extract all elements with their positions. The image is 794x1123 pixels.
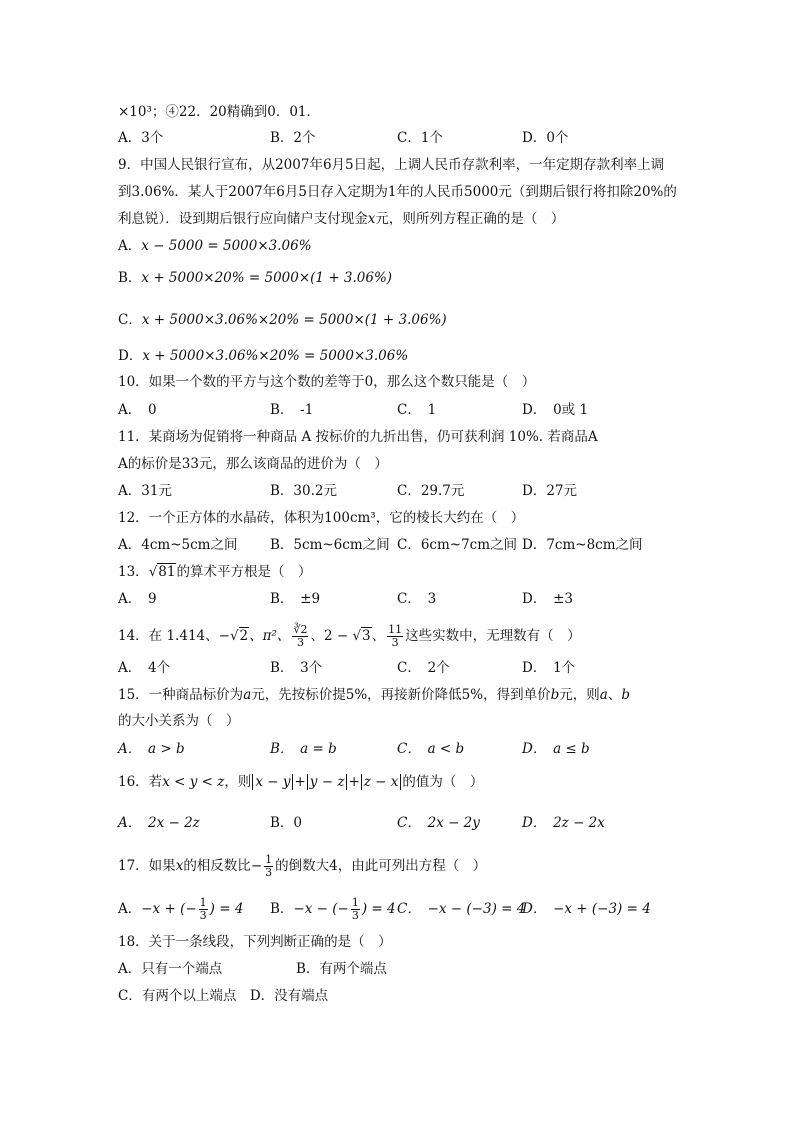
q11-option-d: D．27元 (522, 483, 578, 499)
q17-option-c: C． −x − (−3) = 4 (397, 901, 526, 917)
q17-option-a: A．−x + (− $\frac{1}{3}$ ) = 4 (118, 896, 244, 922)
q16-option-c: C． 2x − 2y (397, 815, 480, 831)
q14-option-a: A． 4个 (118, 660, 171, 676)
q14-stem: 14．在 1.414、−√2、π²、 $\frac{∛2}{3}$ 、2 − √3、 $\frac{11}{3}$ 这些实数中，无理数有（ ） (118, 623, 581, 649)
q10-option-b: B． -1 (270, 402, 314, 418)
q9-option-d: D．x + 5000×3.06%×20% = 5000×3.06% (118, 348, 409, 364)
q15-stem-line1: 15．一种商品标价为a元，先按标价提5%，再接新价降低5%，得到单价b元，则a、b (118, 687, 630, 703)
q10-stem: 10．如果一个数的平方与这个数的差等于0，那么这个数只能是（ ） (118, 374, 536, 390)
q16-options (118, 813, 718, 833)
q14-option-b: B． 3个 (270, 660, 323, 676)
q12-option-c: C．6cm~7cm之间 (397, 537, 518, 553)
q12-stem: 12．一个正方体的水晶砖，体积为100cm³，它的棱长大约在（ ） (118, 510, 525, 526)
q9-option-c: C．x + 5000×3.06%×20% = 5000×(1 + 3.06%) (118, 312, 447, 328)
q17-options (118, 893, 718, 925)
q14-cbrt-fraction: $\frac{∛2}{3}$ (293, 623, 308, 649)
q14-options (118, 658, 718, 678)
q13-option-a: A． 9 (118, 591, 157, 607)
q18-option-a: A．只有一个端点 (118, 961, 223, 977)
q18-options-cd: C．有两个以上端点 D．没有端点 (118, 988, 329, 1004)
q12-options (118, 535, 718, 555)
q10-options (118, 400, 718, 420)
q9-stem-line1: 9．中国人民银行宣布，从2007年6月5日起，上调人民币存款利率，一年定期存款利率上调 (118, 157, 665, 173)
q10-option-c: C． 1 (397, 402, 437, 418)
q18-stem: 18．关于一条线段，下列判断正确的是（ ） (118, 934, 392, 950)
q14-option-c: C． 2个 (397, 660, 450, 676)
q11-options (118, 481, 718, 501)
q13-option-b: B． ±9 (270, 591, 321, 607)
q16-option-a: A． 2x − 2z (118, 815, 200, 831)
q13-radicand: 81 (158, 564, 176, 580)
q13-stem: 13．√81的算术平方根是（ ） (118, 564, 312, 580)
q11-option-a: A．31元 (118, 483, 172, 499)
q12-option-a: A．4cm~5cm之间 (118, 537, 238, 553)
q8-option-b: B．2个 (270, 130, 316, 146)
q15-option-d: D． a ≤ b (522, 741, 590, 757)
sqrt-symbol: √ (148, 564, 158, 580)
q14-fraction: $\frac{11}{3}$ (388, 623, 403, 649)
q16-option-d: D． 2z − 2x (522, 815, 605, 831)
q17-option-b: B．−x − (− $\frac{1}{3}$ ) = 4 (270, 896, 396, 922)
q16-stem: 16．若x < y < z，则 x − y + y − z + z − x 的值为（ ） (118, 774, 484, 790)
q8-option-a: A．3个 (118, 130, 164, 146)
q15-option-c: C． a < b (397, 741, 465, 757)
q9-variable: x (367, 211, 376, 227)
q16-option-b: B．0 (270, 815, 303, 831)
q15-stem-line2: 的大小关系为（ ） (118, 713, 240, 729)
q11-option-b: B．30.2元 (270, 483, 337, 499)
q11-option-c: C．29.7元 (397, 483, 465, 499)
q15-option-b: B． a = b (270, 741, 337, 757)
q12-option-d: D．7cm~8cm之间 (522, 537, 643, 553)
q10-option-d: D． 0或 1 (522, 402, 589, 418)
q15-option-a: A． a > b (118, 741, 185, 757)
q9-stem-line3: 利息锐）．设到期后银行应向储户支付现金x元，则所列方程正确的是（ ） (118, 211, 565, 227)
q14-option-d: D． 1个 (522, 660, 576, 676)
q9-stem-line2: 到3.06%．某人于2007年6月5日存入定期为1年的人民币5000元（到期后银行将扣除20%的 (118, 184, 677, 200)
q9-option-b: B．x + 5000×20% = 5000×(1 + 3.06%) (118, 270, 393, 286)
q15-options (118, 739, 718, 759)
q17-fraction: $\frac{1}{3}$ (265, 853, 273, 879)
q10-option-a: A． 0 (118, 402, 157, 418)
q17-stem: 17．如果x的相反数比− $\frac{1}{3}$ 的倒数大4，由此可列出方程（ ） (118, 853, 487, 879)
q11-stem-line1: 11．某商场为促销将一种商品 A 按标价的九折出售，仍可获利润 10%. 若商品A (118, 429, 598, 445)
q18-options-ab (118, 959, 718, 979)
q8-tail: ×10³；④22．20精确到0．01． (118, 104, 321, 120)
q9-option-a: A．x − 5000 = 5000×3.06% (118, 238, 312, 254)
q17-option-d: D． −x + (−3) = 4 (522, 901, 651, 917)
q11-stem-line2: A的标价是33元，那么该商品的进价为（ ） (118, 456, 388, 472)
q13-option-d: D． ±3 (522, 591, 573, 607)
q13-option-c: C． 3 (397, 591, 437, 607)
q13-options (118, 589, 718, 609)
q8-options (118, 128, 718, 148)
q12-option-b: B．5cm~6cm之间 (270, 537, 390, 553)
q8-option-d: D．0个 (522, 130, 569, 146)
q8-option-c: C．1个 (397, 130, 443, 146)
q18-option-b: B．有两个端点 (296, 961, 387, 977)
